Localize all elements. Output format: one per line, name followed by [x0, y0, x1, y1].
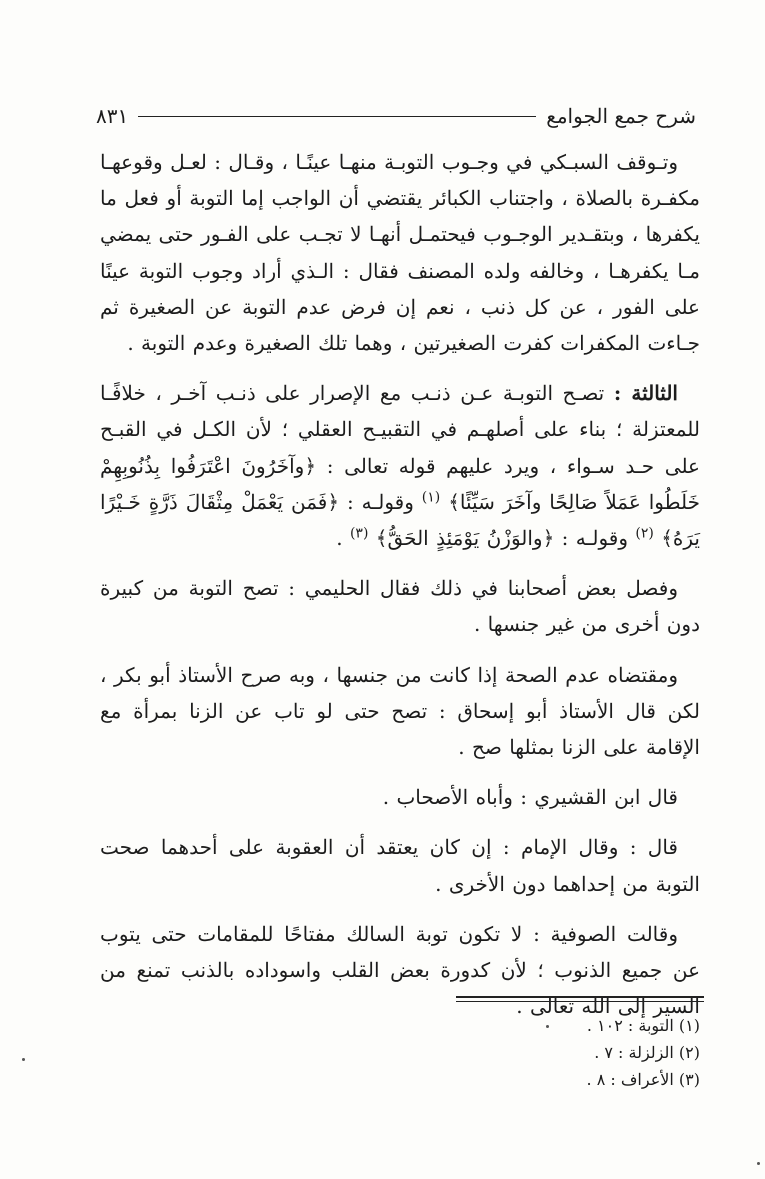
footnote-3: (٣) الأعراف : ٨ .	[586, 1070, 700, 1089]
paragraph-5: قال ابن القشيري : وأباه الأصحاب .	[382, 785, 678, 810]
footnotes	[420, 1012, 700, 1093]
footnote-separator	[456, 996, 704, 1002]
paragraph-1: وتـوقف السبـكي في وجـوب التوبـة منهـا عينًـا ، وقـال : لعـل وقوعهـا مكفـرة بالصلاة ، واجتناب الكبائر يقتضي أن الواجب إما التوبة أو فعل ما يكفرها ، وبتقـدير الوجـوب فيحتمـل أنهـا لا تجـب على الفـور حتى يمضي مـا يكفرهـا ، وخالفه ولده المصنف فقال : الـذي أراد وجوب التوبة عينًا على الفور ، عن كل ذنب ، نعم إن فرض عدم التوبة عن الصغيرة ثم جـاءت المكفرات كفرت الصغيرتين ، وهما تلك الصغيرة وعدم التوبة .	[100, 150, 700, 356]
paragraph-2-text-a: تصـح التوبـة عـن ذنـب مع الإصرار على ذنـب آخـر ، خلافًـا للمعتزلة ؛ بناء على أصلهـم في التقبيـح العقلي ؛ لأن الكـل في القبـح على حـد سـواء ، ويرد عليهم قوله تعالى :	[100, 381, 700, 478]
paragraph-6: قال : وقال الإمام : إن كان يعتقد أن العقوبة على أحدهما صحت التوبة من إحداهما دون الأخرى .	[100, 835, 700, 896]
speck-mark	[22, 1058, 25, 1061]
paragraph-3: وفصل بعض أصحابنا في ذلك فقال الحليمي : تصح التوبة من كبيرة دون أخرى من غير جنسها .	[100, 576, 700, 637]
footnote-1: (١) التوبة : ١٠٢ .	[586, 1016, 700, 1035]
header-title: شرح جمع الجوامع	[546, 104, 696, 128]
header-rule	[138, 116, 536, 117]
paragraph-7: وقالت الصوفية : لا تكون توبة السالك مفتاحًا للمقامات حتى يتوب عن جميع الذنوب ؛ لأن كدورة بعض القلب واسوداده بالذنب تمنع من السير إلى الله تعالى .	[100, 921, 700, 1019]
running-header	[96, 96, 696, 136]
footnote-ref-1: (١)	[421, 489, 441, 506]
paragraph-2-text-b: وقولـه :	[346, 489, 414, 514]
footnote-2: (٢) الزلزلة : ٧ .	[594, 1043, 700, 1062]
paragraph-2	[100, 375, 700, 556]
page-number: ٨٣١	[96, 104, 129, 128]
footnote-ref-2: (٢)	[635, 525, 654, 542]
quran-verse-2: ﴿فَمَن يَعْمَلْ مِثْقَالَ ذَرَّةٍ خَـيْرًا يَرَهُ﴾	[100, 489, 700, 551]
section-lead-thalitha: الثالثة :	[613, 381, 678, 406]
paragraph-2-text-c: وقولـه :	[561, 526, 628, 551]
paragraph-2-end: .	[336, 526, 343, 551]
footnote-ref-3: (٣)	[349, 525, 369, 542]
speck-mark	[546, 1025, 549, 1028]
quran-verse-3: ﴿والوَزْنُ يَوْمَئِذٍ الحَقُّ﴾	[375, 526, 555, 551]
quran-verse-1: ﴿وآخَرُونَ اعْتَرَفُوا بِذُنُوبِهِمْ خَلَطُوا عَمَلاً صَالِحًا وآخَرَ سَيِّئًا﴾	[100, 453, 700, 514]
speck-mark	[757, 1162, 760, 1165]
main-text	[100, 144, 700, 1024]
paragraph-4: ومقتضاه عدم الصحة إذا كانت من جنسها ، وبه صرح الأستاذ أبو بكر ، لكن قال الأستاذ أبو إسحاق : تصح حتى لو تاب عن الزنا بمرأة مع الإقامة على الزنا بمثلها صح .	[100, 662, 700, 760]
